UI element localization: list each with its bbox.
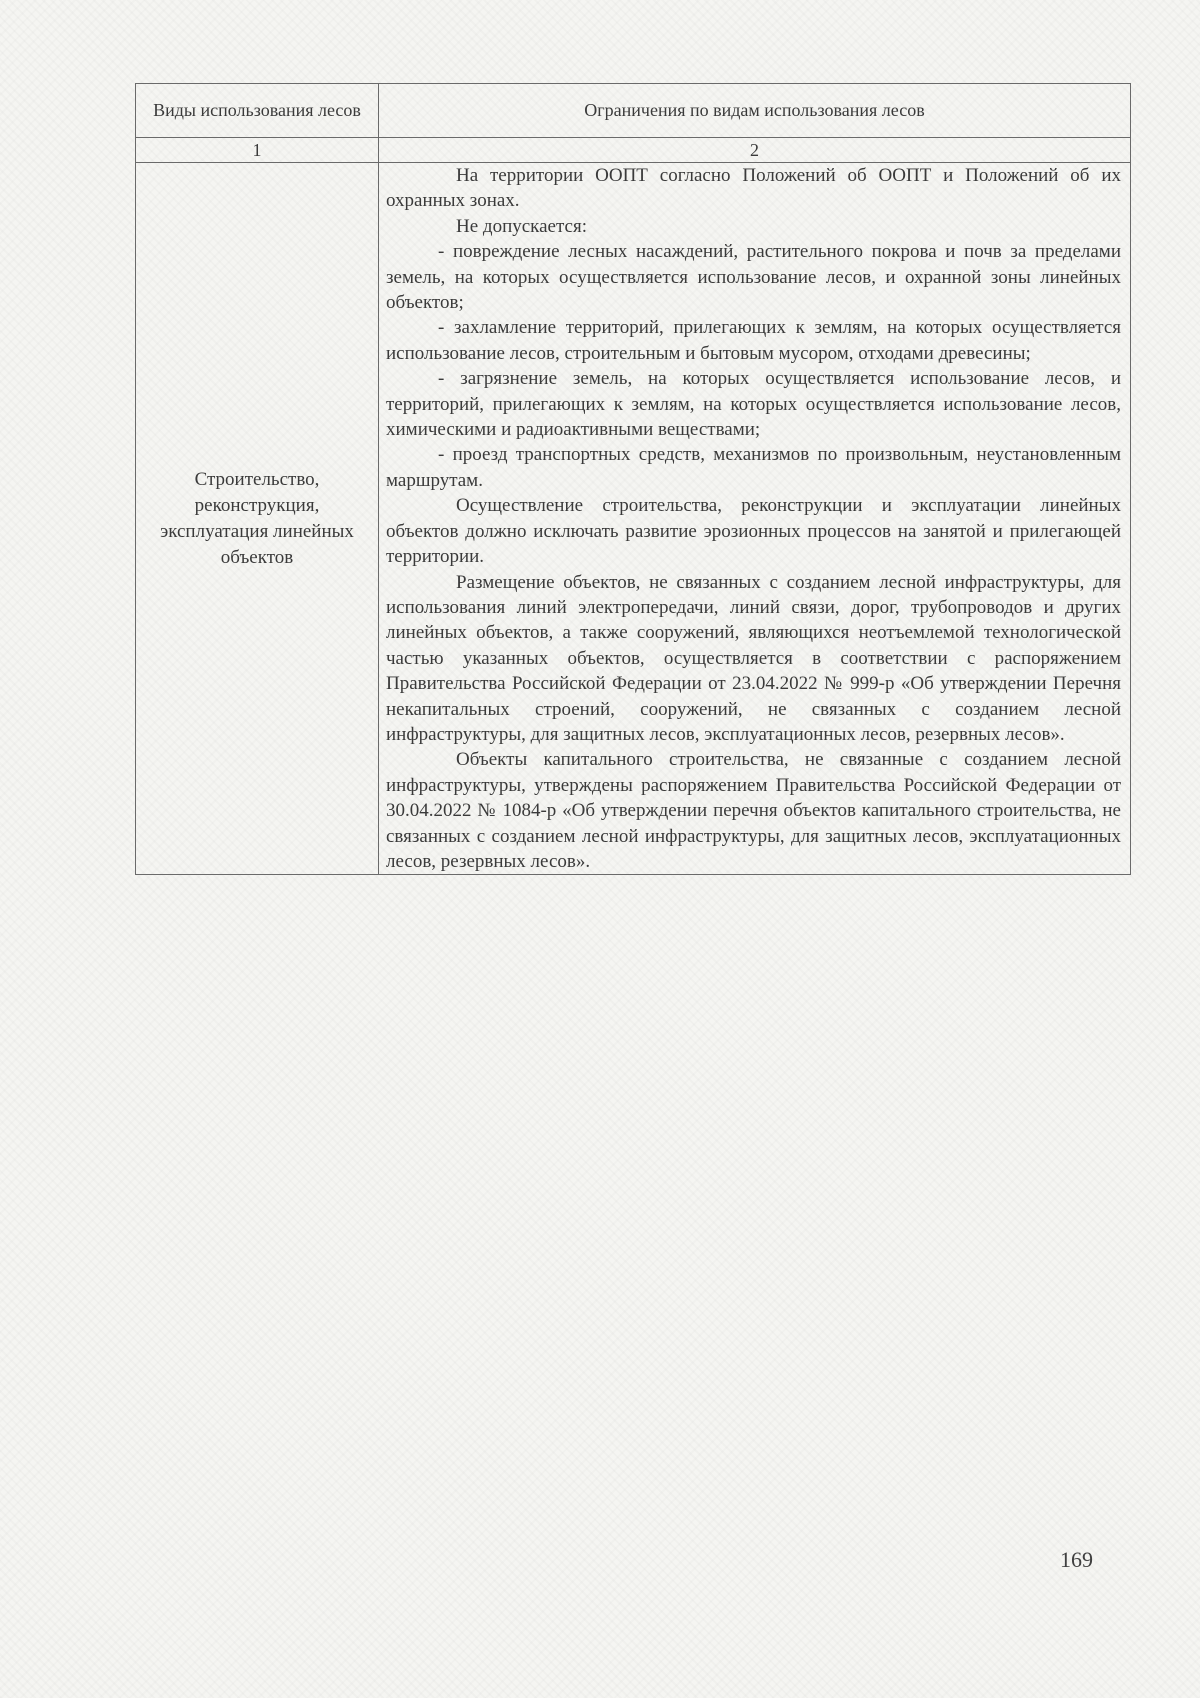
forest-use-restrictions-table — [135, 83, 1131, 875]
header-restrictions: Ограничения по видам использования лесов — [379, 84, 1131, 138]
page-number: 169 — [1060, 1547, 1093, 1572]
restriction-list-item: - проезд транспортных средств, механизмов по произвольным, неустановленным маршрутам. — [386, 444, 1121, 491]
usage-type-text: Строительство, реконструкция, эксплуатация линейных объектов — [160, 468, 354, 568]
restriction-list-item: - загрязнение земель, на которых осуществляется использование лесов, и территорий, прилегающих к землям, на которых осуществляется использование лесов, химическими и радиоактивными веществами; — [386, 368, 1121, 441]
table-column-number-row — [136, 138, 1131, 163]
restrictions-cell — [379, 163, 1131, 875]
restriction-list-item: - захламление территорий, прилегающих к землям, на которых осуществляется использование лесов, строительным и бытовым мусором, отходами древесины; — [386, 317, 1121, 364]
restriction-paragraph: Не допускается: — [456, 215, 587, 237]
restriction-list-item: - повреждение лесных насаждений, растительного покрова и почв за пределами земель, на которых осуществляется использование лесов, и охранной зоны линейных объектов; — [386, 241, 1121, 314]
restriction-paragraph: Осуществление строительства, реконструкции и эксплуатации линейных объектов должно исключать развитие эрозионных процессов на занятой и прилегающей территории. — [386, 495, 1121, 568]
table-row — [136, 163, 1131, 875]
usage-type-cell — [136, 163, 379, 875]
table-header-row — [136, 84, 1131, 138]
restriction-paragraph: Размещение объектов, не связанных с созданием лесной инфраструктуры, для использования линий электропередачи, линий связи, дорог, трубопроводов и других линейных объектов, а также сооружений, являющихся неотъемлемой технологической частью указанных объектов, осуществляется в соответствии с распоряжением Правительства Российской Федерации от 23.04.2022 № 999-р «Об утверждении Перечня некапитальных строений, сооружений, не связанных с созданием лесной инфраструктуры, для защитных лесов, эксплуатационных лесов, резервных лесов». — [386, 571, 1121, 745]
column-number-1: 1 — [136, 138, 379, 163]
column-number-2: 2 — [379, 138, 1131, 163]
restriction-paragraph: На территории ООПТ согласно Положений об ООПТ и Положений об их охранных зонах. — [386, 165, 1121, 212]
restriction-paragraph: Объекты капитального строительства, не связанные с созданием лесной инфраструктуры, утверждены распоряжением Правительства Российской Федерации от 30.04.2022 № 1084-р «Об утверждении перечня объектов капитального строительства, не связанных с созданием лесной инфраструктуры, для защитных лесов, эксплуатационных лесов, резервных лесов». — [386, 749, 1121, 872]
header-usage-type: Виды использования лесов — [136, 84, 379, 138]
